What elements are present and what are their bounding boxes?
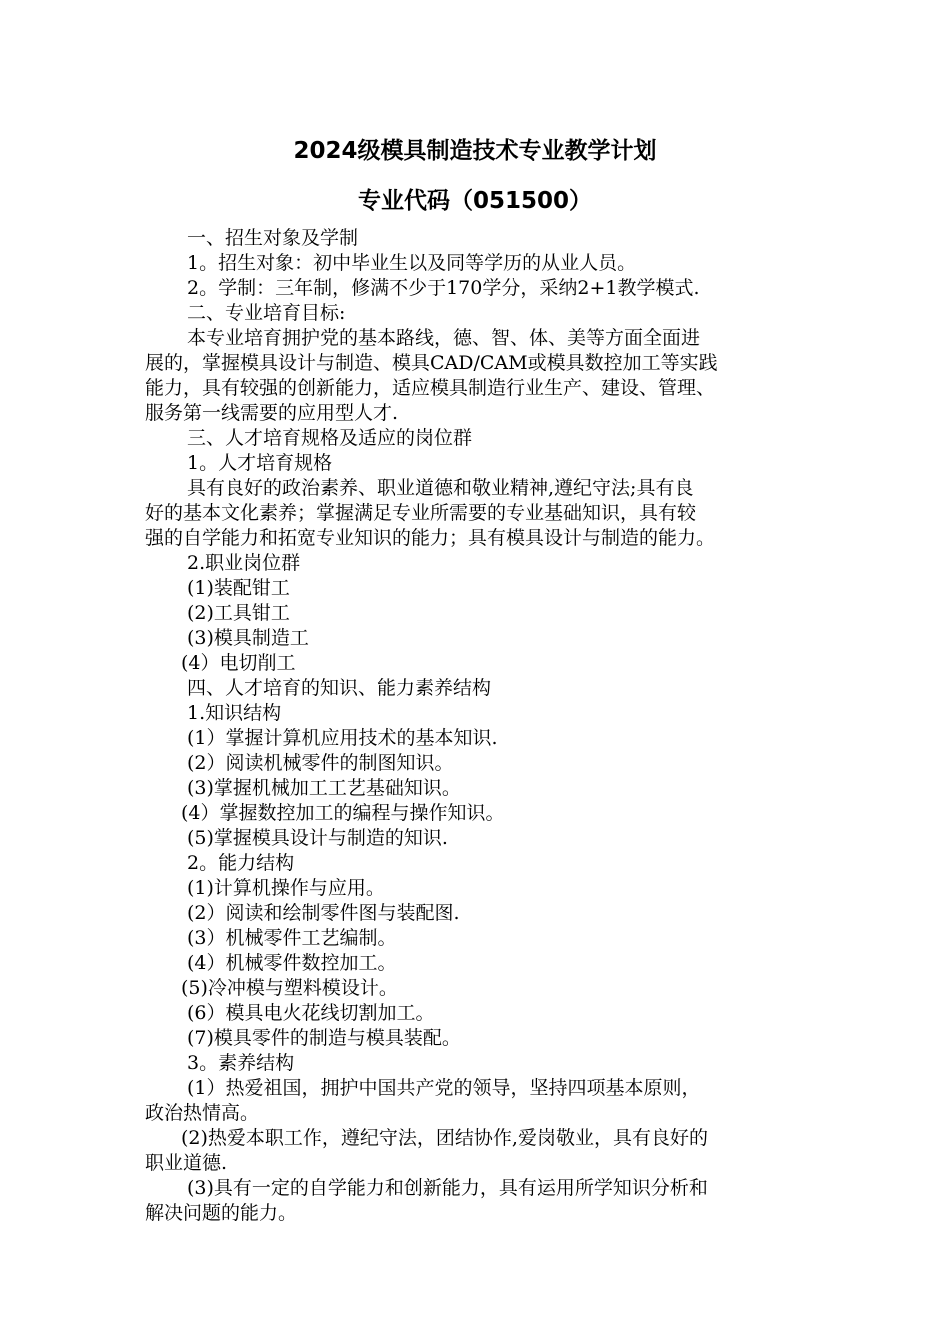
list-item: (4）掌握数控加工的编程与操作知识。: [181, 802, 505, 824]
subheading-quality: 3。素养结构: [187, 1052, 295, 1074]
list-item: (2)热爱本职工作，遵纪守法，团结协作,爱岗敬业，具有良好的: [181, 1127, 708, 1149]
subheading-knowledge: 1.知识结构: [187, 702, 282, 724]
list-item: (1）掌握计算机应用技术的基本知识.: [187, 727, 498, 749]
section-heading-enrollment: 一、招生对象及学制: [187, 227, 359, 249]
list-item: (3)掌握机械加工工艺基础知识。: [187, 777, 461, 799]
goal-paragraph-line: 本专业培育拥护党的基本路线，德、智、体、美等方面全面进: [187, 327, 701, 349]
list-item: (1）热爱祖国，拥护中国共产党的领导，坚持四项基本原则，: [187, 1077, 701, 1099]
subheading-training-spec: 1。人才培育规格: [187, 452, 333, 474]
list-item-continuation: 政治热情高。: [145, 1102, 260, 1124]
list-item: (3)模具制造工: [187, 627, 309, 649]
list-item: (3)具有一定的自学能力和创新能力，具有运用所学知识分析和: [187, 1177, 708, 1199]
school-system-item: 2。学制：三年制，修满不少于170学分，采纳2+1教学模式.: [187, 277, 700, 299]
list-item: (1)计算机操作与应用。: [187, 877, 385, 899]
section-heading-structure: 四、人才培育的知识、能力素养结构: [187, 677, 492, 699]
list-item: (2)工具钳工: [187, 602, 290, 624]
list-item: (6）模具电火花线切割加工。: [187, 1002, 435, 1024]
list-item-continuation: 职业道德.: [145, 1152, 228, 1174]
spec-paragraph-line: 强的自学能力和拓宽专业知识的能力；具有模具设计与制造的能力。: [145, 527, 716, 549]
list-item: (2）阅读机械零件的制图知识。: [187, 752, 454, 774]
enrollment-target-item: 1。招生对象：初中毕业生以及同等学历的从业人员。: [187, 252, 637, 274]
goal-paragraph-line: 服务第一线需要的应用型人才.: [145, 402, 399, 424]
list-item: (7)模具零件的制造与模具装配。: [187, 1027, 461, 1049]
document-title: 2024级模具制造技术专业教学计划: [293, 138, 657, 164]
list-item: (1)装配钳工: [187, 577, 290, 599]
list-item: (5)冷冲模与塑料模设计。: [181, 977, 398, 999]
major-code-heading: 专业代码（051500）: [357, 188, 593, 214]
list-item: (4）机械零件数控加工。: [187, 952, 397, 974]
spec-paragraph-line: 好的基本文化素养；掌握满足专业所需要的专业基础知识，具有较: [145, 502, 697, 524]
goal-paragraph-line: 展的，掌握模具设计与制造、模具CAD/CAM或模具数控加工等实践: [145, 352, 718, 374]
subheading-job-group: 2.职业岗位群: [187, 552, 301, 574]
spec-paragraph-line: 具有良好的政治素养、职业道德和敬业精神,遵纪守法;具有良: [187, 477, 694, 499]
section-heading-goal: 二、专业培育目标:: [187, 302, 346, 324]
goal-paragraph-line: 能力，具有较强的创新能力，适应模具制造行业生产、建设、管理、: [145, 377, 716, 399]
list-item: (4）电切削工: [181, 652, 296, 674]
list-item-continuation: 解决问题的能力。: [145, 1202, 298, 1224]
list-item: (5)掌握模具设计与制造的知识.: [187, 827, 448, 849]
subheading-ability: 2。能力结构: [187, 852, 295, 874]
section-heading-specification: 三、人才培育规格及适应的岗位群: [187, 427, 473, 449]
list-item: (3）机械零件工艺编制。: [187, 927, 397, 949]
list-item: (2）阅读和绘制零件图与装配图.: [187, 902, 460, 924]
